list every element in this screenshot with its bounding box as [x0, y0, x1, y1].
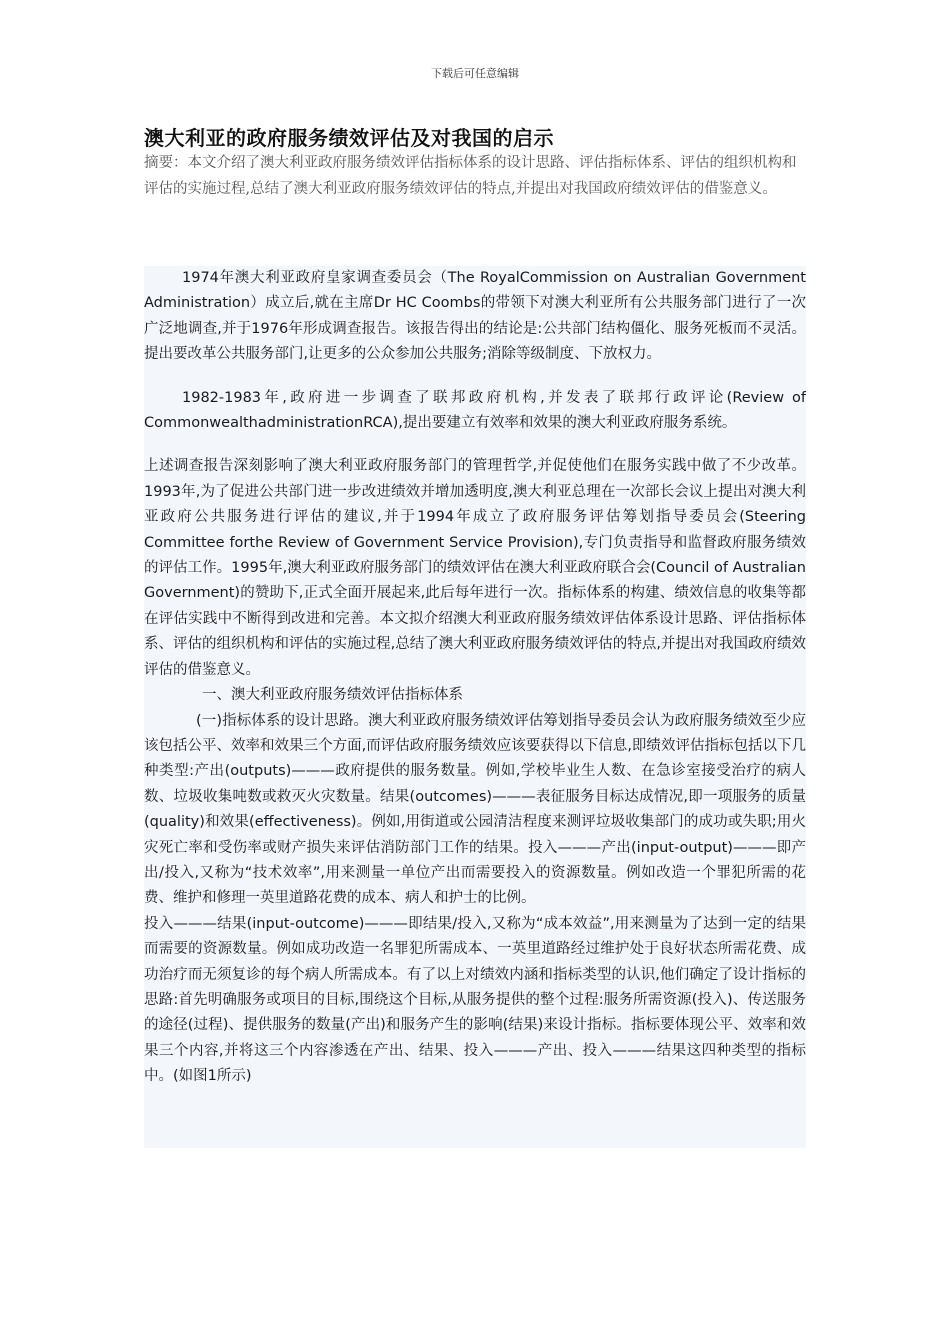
article-body: [144, 266, 806, 1148]
paragraph-reform-overview: 上述调查报告深刻影响了澳大利亚政府服务部门的管理哲学,并促使他们在服务实践中做了不少改革。1993年,为了促进公共部门进一步改进绩效并增加透明度,澳大利亚总理在一次部长会议上提出对澳大利亚政府公共服务进行评估的建议,并于1994年成立了政府服务评估筹划指导委员会(Steering Committee forthe Review of Government Service Provision),专门负责指导和监督政府服务绩效的评估工作。1995年,澳大利亚政府服务部门的绩效评估在澳大利亚政府联合会(Council of Australian Government)的赞助下,正式全面开展起来,此后每年进行一次。指标体系的构建、绩效信息的收集等都在评估实践中不断得到改进和完善。本文拟介绍澳大利亚政府服务绩效评估体系设计思路、评估指标体系、评估的组织机构和评估的实施过程,总结了澳大利亚政府服务绩效评估的特点,并提出对我国政府绩效评估的借鉴意义。: [144, 458, 806, 678]
paragraph-1982-review: 1982-1983年,政府进一步调查了联邦政府机构,并发表了联邦行政评论(Review of CommonwealthadministrationRCA),提出要建立有效率和效果的澳大利亚政府服务系统。: [144, 389, 806, 432]
article-title: 澳大利亚的政府服务绩效评估及对我国的启示: [144, 126, 554, 150]
section-heading-indicator-system: 一、澳大利亚政府服务绩效评估指标体系: [202, 687, 463, 704]
paragraph-input-outcome: 投入———结果(input-outcome)———即结果/投入,又称为“成本效益”,用来测量为了达到一定的结果而需要的资源数量。例如成功改造一名罪犯所需成本、一英里道路经过维护处于良好状态所需花费、成功治疗而无须复诊的每个病人所需成本。有了以上对绩效内涵和指标类型的认识,他们确定了设计指标的思路:首先明确服务或项目的目标,围绕这个目标,从服务提供的整个过程:服务所需资源(投入)、传送服务的途径(过程)、提供服务的数量(产出)和服务产生的影响(结果)来设计指标。指标要体现公平、效率和效果三个内容,并将这三个内容渗透在产出、结果、投入———产出、投入———结果这四种类型的指标中。(如图1所示): [144, 915, 806, 1085]
article-abstract: 摘要：本文介绍了澳大利亚政府服务绩效评估指标体系的设计思路、评估指标体系、评估的组织机构和评估的实施过程,总结了澳大利亚政府服务绩效评估的特点,并提出对我国政府绩效评估的借鉴意义。: [144, 155, 797, 197]
header-note: 下载后可任意编辑: [431, 67, 519, 80]
paragraph-design-approach: (一)指标体系的设计思路。澳大利亚政府服务绩效评估筹划指导委员会认为政府服务绩效至少应该包括公平、效率和效果三个方面,而评估政府服务绩效应该要获得以下信息,即绩效评估指标包括以下几种类型:产出(outputs)———政府提供的服务数量。例如,学校毕业生人数、在急诊室接受治疗的病人数、垃圾收集吨数或救灭火灾数量。结果(outcomes)———表征服务目标达成情况,即一项服务的质量(quality)和效果(effectiveness)。例如,用街道或公园清洁程度来测评垃圾收集部门的成功或失职;用火灾死亡率和受伤率或财产损失来评估消防部门工作的结果。投入———产出(input-output)———即产出/投入,又称为“技术效率”,用来测量一单位产出而需要投入的资源数量。例如改造一个罪犯所需的花费、维护和修理一英里道路花费的成本、病人和护士的比例。: [144, 712, 806, 907]
paragraph-1974-report: 1974年澳大利亚政府皇家调查委员会（The RoyalCommission on Australian Government Administration）成立后,就在主席Dr HC Coombs的带领下对澳大利亚所有公共服务部门进行了一次广泛地调查,并于1976年形成调查报告。该报告得出的结论是:公共部门结构僵化、服务死板而不灵活。提出要改革公共服务部门,让更多的公众参加公共服务;消除等级制度、下放权力。: [144, 270, 806, 363]
